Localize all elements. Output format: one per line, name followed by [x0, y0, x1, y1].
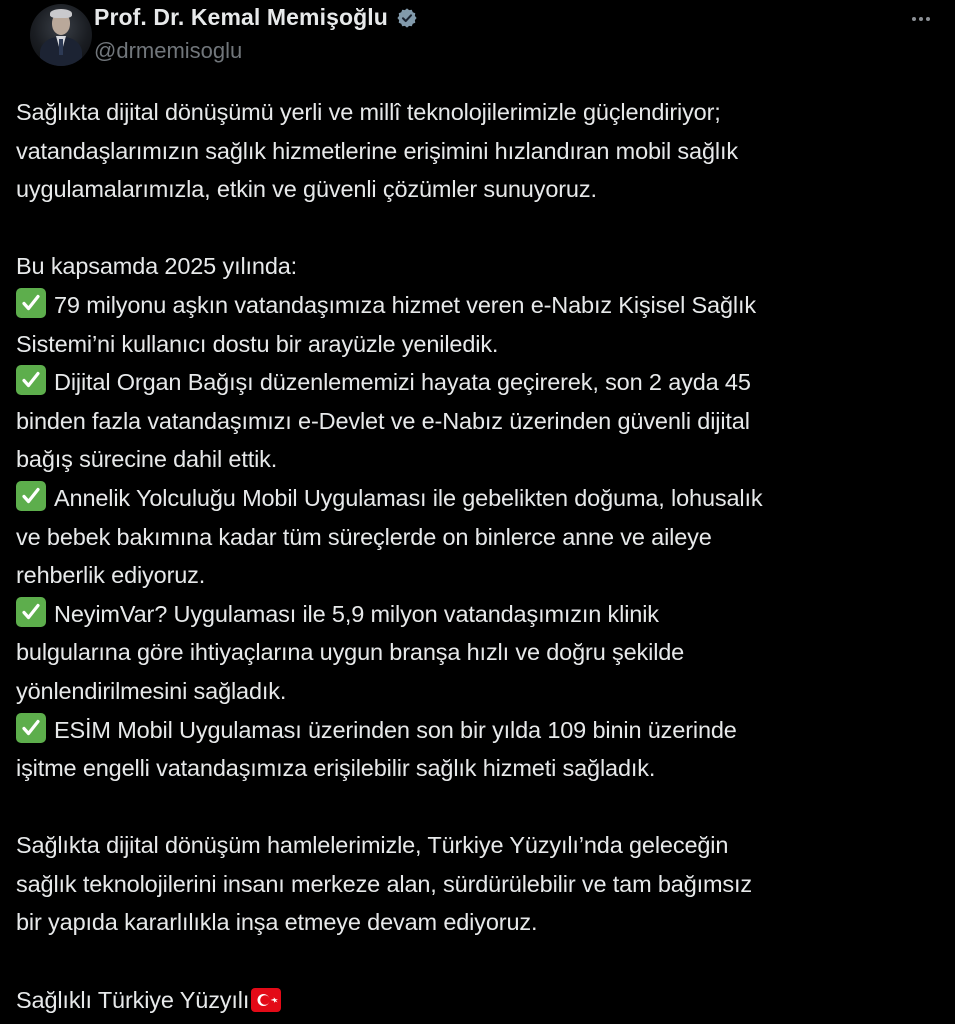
text-line: yönlendirilmesini sağladık. — [16, 677, 287, 704]
text-line: bulgularına göre ihtiyaçlarına uygun branşa hızlı ve doğru şekilde — [16, 639, 685, 666]
avatar-hair — [50, 9, 72, 18]
check-mark-icon — [16, 365, 46, 395]
author-display-name[interactable]: Prof. Dr. Kemal Memişoğlu — [94, 4, 388, 30]
signoff-text: Sağlıklı Türkiye Yüzyılı — [16, 986, 250, 1013]
author-name-row — [94, 4, 418, 31]
avatar-tie — [59, 39, 63, 55]
achievement-item — [16, 595, 941, 634]
scope-paragraph — [16, 247, 941, 787]
text-line: vatandaşlarımızın sağlık hizmetlerine erişimini hızlandıran mobil sağlık — [16, 137, 738, 164]
achievement-item — [16, 286, 941, 325]
text-line: ve bebek bakımına kadar tüm süreçlerde on binlerce anne ve aileye — [16, 523, 712, 550]
more-horizontal-icon — [919, 17, 923, 21]
text-line: işitme engelli vatandaşımıza erişilebilir sağlık hizmeti sağladık. — [16, 755, 656, 782]
avatar[interactable] — [30, 4, 92, 66]
check-mark-icon — [16, 713, 46, 743]
text-line: Sağlıkta dijital dönüşümü yerli ve millî teknolojilerimizle güçlendiriyor; — [16, 99, 721, 125]
signoff-paragraph — [16, 981, 941, 1020]
text-line: Sağlıkta dijital dönüşüm hamlelerimizle, Türkiye Yüzyılı’nda geleceğin — [16, 832, 729, 859]
achievement-text: 79 milyonu aşkın vatandaşımıza hizmet veren e-Nabız Kişisel Sağlık — [54, 291, 756, 318]
achievement-text: Dijital Organ Bağışı düzenlememizi hayata geçirerek, son 2 ayda 45 — [54, 369, 751, 396]
achievement-text: Annelik Yolculuğu Mobil Uygulaması ile gebelikten doğuma, lohusalık — [54, 484, 763, 511]
more-horizontal-icon — [912, 17, 916, 21]
check-mark-icon — [16, 481, 46, 511]
paragraph-gap — [16, 942, 941, 981]
intro-paragraph — [16, 93, 941, 209]
closing-paragraph — [16, 826, 941, 942]
paragraph-gap — [16, 788, 941, 827]
text-line: bağış sürecine dahil ettik. — [16, 446, 278, 473]
signoff-line — [16, 981, 941, 1020]
text-line: sağlık teknolojilerini insanı merkeze alan, sürdürülebilir ve tam bağımsız — [16, 870, 753, 897]
text-line: rehberlik ediyoruz. — [16, 562, 206, 589]
achievement-item — [16, 363, 941, 402]
scope-heading: Bu kapsamda 2025 yılında: — [16, 253, 298, 280]
text-line: uygulamalarımızla, etkin ve güvenli çözümler sunuyoruz. — [16, 176, 597, 203]
achievement-text: ESİM Mobil Uygulaması üzerinden son bir yılda 109 binin üzerinde — [54, 716, 737, 743]
text-line: binden fazla vatandaşımızı e-Devlet ve e-Nabız üzerinden güvenli dijital — [16, 407, 750, 434]
tweet-text — [16, 93, 941, 1019]
author-handle[interactable]: @drmemisoglu — [94, 38, 243, 63]
verified-badge-icon[interactable] — [396, 7, 418, 29]
achievement-item — [16, 711, 941, 750]
check-mark-icon — [16, 288, 46, 318]
check-mark-icon — [16, 597, 46, 627]
more-horizontal-icon — [926, 17, 930, 21]
paragraph-gap — [16, 209, 941, 248]
achievement-text: NeyimVar? Uygulaması ile 5,9 milyon vatandaşımızın klinik — [54, 600, 659, 627]
text-line: bir yapıda kararlılıkla inşa etmeye devam ediyoruz. — [16, 909, 538, 936]
tweet-header — [16, 0, 939, 80]
text-line: Sistemi’ni kullanıcı dostu bir arayüzle yeniledik. — [16, 330, 499, 357]
turkey-flag-icon — [251, 988, 281, 1012]
more-options-button[interactable] — [903, 8, 939, 30]
achievement-item — [16, 479, 941, 518]
